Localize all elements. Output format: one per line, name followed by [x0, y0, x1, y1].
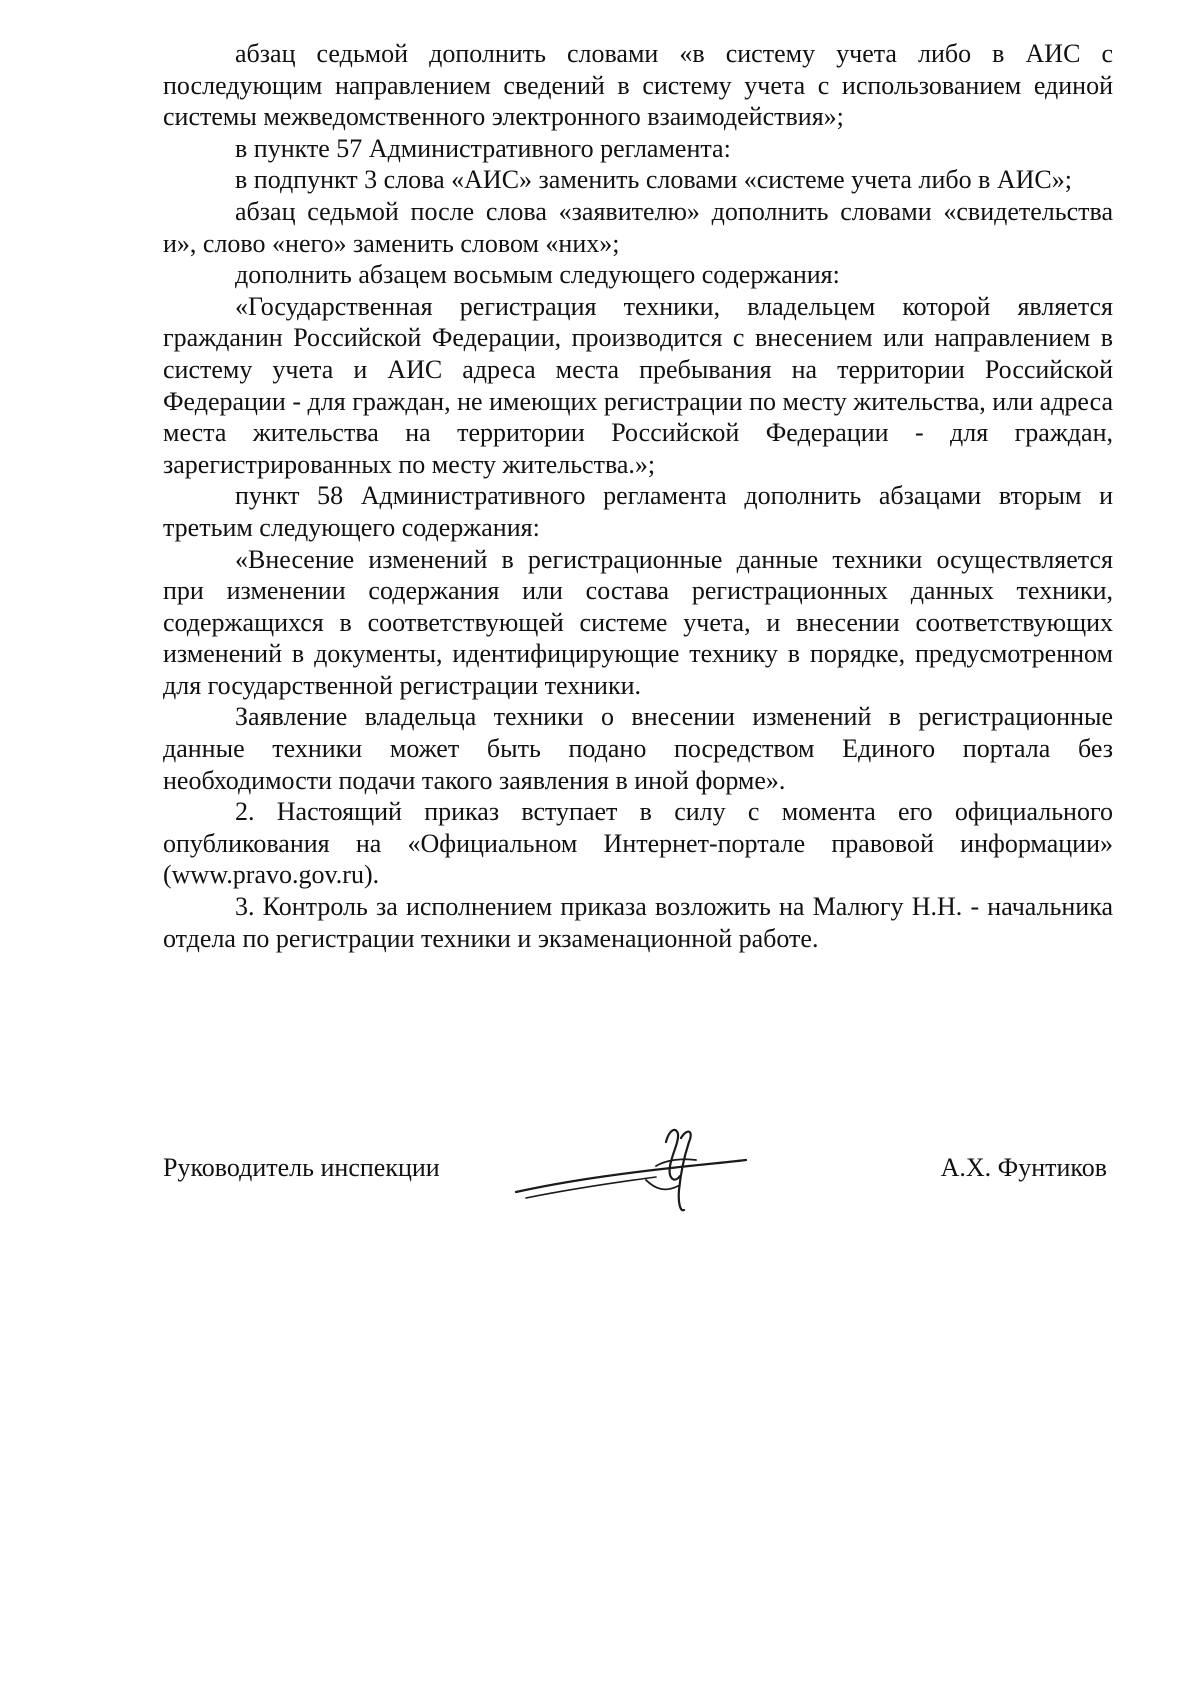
- handwritten-signature-icon: [506, 1120, 766, 1220]
- paragraph-9: Заявление владельца техники о внесении изменений в регистрационные данные техники может быть подано посредством Единого портала без необходимости подачи такого заявления в иной форме».: [163, 702, 1113, 795]
- paragraph-7: пункт 58 Административного регламента дополнить абзацами вторым и третьим следующего содержания:: [163, 481, 1113, 542]
- signature-block: [163, 1140, 1113, 1260]
- paragraph-1: абзац седьмой дополнить словами «в систему учета либо в АИС с последующим направлением сведений в систему учета с использованием единой системы межведомственного электронного взаимодействия»;: [163, 39, 1113, 132]
- paragraph-3: в подпункт 3 слова «АИС» заменить словами «системе учета либо в АИС»;: [235, 165, 1072, 195]
- paragraph-6: «Государственная регистрация техники, владельцем которой является гражданин Российской Федерации, производится с внесением или направлением в систему учета и АИС адреса места пребывания на территории Российской Федерации - для граждан, не имеющих регистрации по месту жительства, или адреса места жительства на территории Российской Федерации - для граждан, зарегистрированных по месту жительства.»;: [163, 291, 1113, 479]
- paragraph-4: абзац седьмой после слова «заявителю» дополнить словами «свидетельства и», слово «него» заменить словом «них»;: [163, 196, 1113, 258]
- signer-name: А.Х. Фунтиков: [940, 1153, 1107, 1182]
- paragraph-10: 2. Настоящий приказ вступает в силу с момента его официального опубликования на «Официальном Интернет-портале правовой информации» (www.pravo.gov.ru).: [163, 797, 1113, 890]
- paragraph-8: «Внесение изменений в регистрационные данные техники осуществляется при изменении содержания или состава регистрационных данных техники, содержащихся в соответствующей системе учета, и внесении соответствующих изменений в документы, идентифицирующие технику в порядке, предусмотренном для государственной регистрации техники.: [163, 544, 1113, 700]
- paragraph-5: дополнить абзацем восьмым следующего содержания:: [235, 260, 840, 290]
- document-body: [163, 38, 1113, 954]
- paragraph-2: в пункте 57 Административного регламента:: [235, 133, 731, 163]
- paragraph-11: 3. Контроль за исполнением приказа возложить на Малюгу Н.Н. - начальника отдела по регистрации техники и экзаменационной работе.: [163, 892, 1113, 953]
- signer-title: Руководитель инспекции: [163, 1153, 440, 1182]
